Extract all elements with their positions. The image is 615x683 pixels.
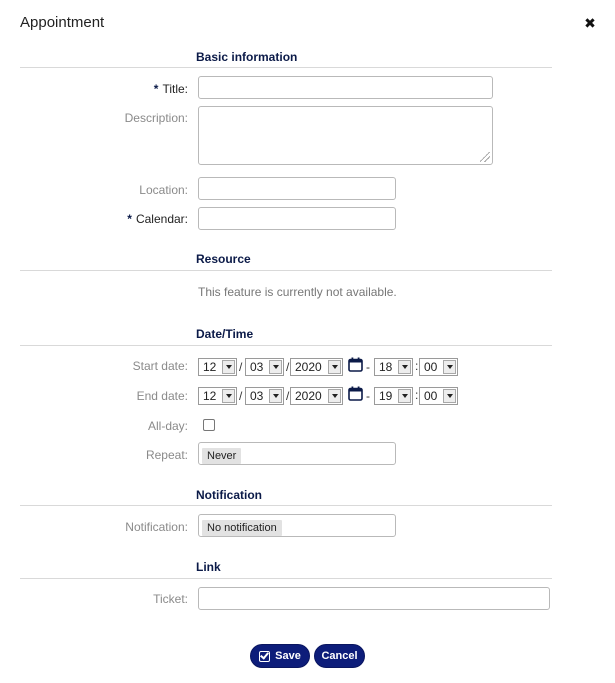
chevron-down-icon bbox=[328, 389, 341, 403]
notification-label: Notification: bbox=[125, 520, 188, 534]
start-minute-select[interactable]: 00 bbox=[419, 358, 458, 376]
required-star-icon: * bbox=[127, 212, 132, 226]
end-day-select[interactable]: 03 bbox=[245, 387, 284, 405]
date-separator: / bbox=[286, 389, 290, 403]
notification-selected-token: No notification bbox=[202, 520, 282, 536]
end-minute-select[interactable]: 00 bbox=[419, 387, 458, 405]
divider bbox=[20, 578, 552, 579]
ticket-input[interactable] bbox=[198, 587, 550, 610]
time-separator: : bbox=[415, 359, 419, 373]
calendar-label: * Calendar: bbox=[127, 212, 188, 226]
cancel-button[interactable] bbox=[314, 644, 365, 668]
calendar-icon[interactable] bbox=[348, 357, 363, 372]
dialog-title: Appointment bbox=[20, 14, 105, 31]
chevron-down-icon bbox=[269, 389, 282, 403]
all-day-checkbox[interactable] bbox=[203, 419, 215, 431]
section-notification: Notification bbox=[196, 488, 262, 502]
calendar-input[interactable] bbox=[198, 207, 396, 230]
location-input[interactable] bbox=[198, 177, 396, 200]
checkbox-icon bbox=[259, 651, 270, 662]
chevron-down-icon bbox=[443, 389, 456, 403]
range-separator: - bbox=[366, 360, 370, 374]
save-button[interactable] bbox=[250, 644, 310, 668]
section-link: Link bbox=[196, 560, 221, 574]
end-hour-select[interactable]: 19 bbox=[374, 387, 413, 405]
end-year-select[interactable]: 2020 bbox=[290, 387, 343, 405]
chevron-down-icon bbox=[443, 360, 456, 374]
section-resource: Resource bbox=[196, 252, 251, 266]
cancel-button-label: Cancel bbox=[321, 650, 358, 662]
close-icon[interactable]: ✖ bbox=[584, 15, 596, 31]
chevron-down-icon bbox=[328, 360, 341, 374]
repeat-selected-token: Never bbox=[202, 448, 241, 464]
time-separator: : bbox=[415, 388, 419, 402]
divider bbox=[20, 270, 552, 271]
description-textarea[interactable] bbox=[198, 106, 493, 165]
date-separator: / bbox=[239, 389, 243, 403]
save-button-label: Save bbox=[275, 650, 301, 662]
start-year-select[interactable]: 2020 bbox=[290, 358, 343, 376]
end-month-select[interactable]: 12 bbox=[198, 387, 237, 405]
title-label: * Title: bbox=[153, 82, 188, 96]
date-separator: / bbox=[286, 360, 290, 374]
end-date-label: End date: bbox=[136, 389, 188, 403]
location-label: Location: bbox=[139, 183, 188, 197]
chevron-down-icon bbox=[398, 389, 411, 403]
divider bbox=[20, 505, 552, 506]
divider bbox=[20, 345, 552, 346]
notification-select[interactable] bbox=[198, 514, 396, 537]
resource-unavailable-note: This feature is currently not available. bbox=[198, 285, 397, 299]
start-month-select[interactable]: 12 bbox=[198, 358, 237, 376]
ticket-label: Ticket: bbox=[153, 592, 188, 606]
start-hour-select[interactable]: 18 bbox=[374, 358, 413, 376]
all-day-label: All-day: bbox=[147, 419, 188, 433]
range-separator: - bbox=[366, 389, 370, 403]
repeat-select[interactable] bbox=[198, 442, 396, 465]
required-star-icon: * bbox=[153, 82, 159, 96]
divider bbox=[20, 67, 552, 68]
repeat-label: Repeat: bbox=[145, 448, 188, 462]
section-date-time: Date/Time bbox=[196, 327, 254, 341]
chevron-down-icon bbox=[398, 360, 411, 374]
chevron-down-icon bbox=[222, 360, 235, 374]
description-label: Description: bbox=[124, 111, 188, 125]
date-separator: / bbox=[239, 360, 243, 374]
start-day-select[interactable]: 03 bbox=[245, 358, 284, 376]
chevron-down-icon bbox=[222, 389, 235, 403]
section-basic-information: Basic information bbox=[196, 50, 298, 64]
title-input[interactable] bbox=[198, 76, 493, 99]
chevron-down-icon bbox=[269, 360, 282, 374]
start-date-label: Start date: bbox=[132, 359, 188, 373]
calendar-icon[interactable] bbox=[348, 386, 363, 401]
